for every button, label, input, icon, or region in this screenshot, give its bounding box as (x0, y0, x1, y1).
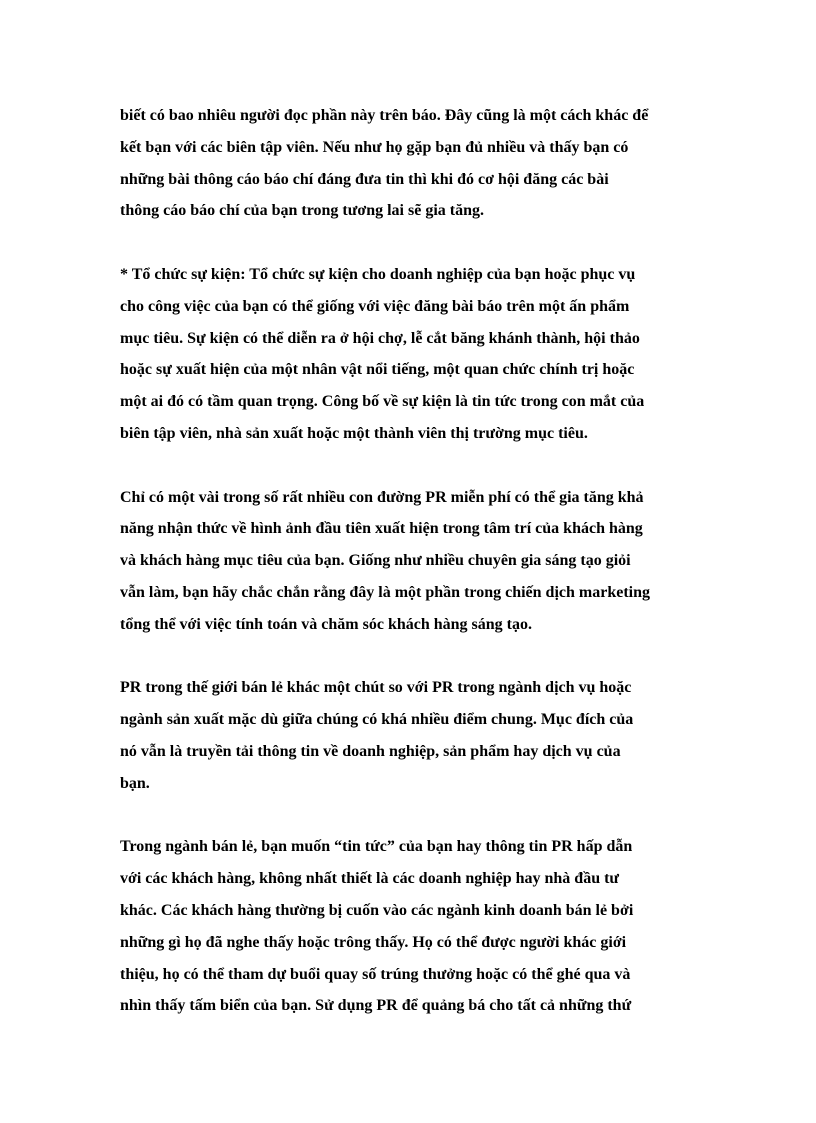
text-line: vẫn làm, bạn hãy chắc chắn rằng đây là một phần trong chiến dịch marketing (120, 583, 650, 601)
text-line: cho công việc của bạn có thể giống với việc đăng bài báo trên một ấn phẩm (120, 297, 630, 315)
text-line: với các khách hàng, không nhất thiết là các doanh nghiệp hay nhà đầu tư (120, 870, 620, 888)
text-line: nó vẫn là truyền tải thông tin về doanh nghiệp, sản phẩm hay dịch vụ của (120, 742, 621, 760)
text-line: và khách hàng mục tiêu của bạn. Giống như nhiều chuyên gia sáng tạo giỏi (120, 552, 631, 570)
text-line: bạn. (120, 774, 150, 792)
text-line: Chỉ có một vài trong số rất nhiều con đường PR miễn phí có thể gia tăng khả (120, 488, 644, 506)
text-line: khác. Các khách hàng thường bị cuốn vào các ngành kinh doanh bán lẻ bởi (120, 901, 634, 919)
text-line: Trong ngành bán lẻ, bạn muốn “tin tức” của bạn hay thông tin PR hấp dẫn (120, 838, 633, 856)
paragraph-4 (120, 672, 700, 799)
text-line: biết có bao nhiêu người đọc phần này trên báo. Đây cũng là một cách khác để (120, 107, 649, 124)
text-line: biên tập viên, nhà sản xuất hoặc một thành viên thị trường mục tiêu. (120, 424, 588, 442)
text-line: * Tổ chức sự kiện: Tổ chức sự kiện cho doanh nghiệp của bạn hoặc phục vụ (120, 265, 636, 283)
text-line: mục tiêu. Sự kiện có thể diễn ra ở hội chợ, lễ cắt băng khánh thành, hội thảo (120, 329, 640, 347)
text-line: tổng thể với việc tính toán và chăm sóc khách hàng sáng tạo. (120, 615, 533, 633)
text-line: kết bạn với các biên tập viên. Nếu như họ gặp bạn đủ nhiều và thấy bạn có (120, 138, 629, 156)
text-line: ngành sản xuất mặc dù giữa chúng có khá nhiều điểm chung. Mục đích của (120, 711, 634, 729)
text-line: thông cáo báo chí của bạn trong tương lai sẽ gia tăng. (120, 202, 484, 220)
paragraph-3 (120, 482, 700, 641)
text-line: một ai đó có tầm quan trọng. Công bố về sự kiện là tin tức trong con mắt của (120, 393, 645, 411)
text-line: những bài thông cáo báo chí đáng đưa tin thì khi đó cơ hội đăng các bài (120, 170, 609, 188)
paragraph-1 (120, 100, 700, 227)
text-line: thiệu, họ có thể tham dự buổi quay số trúng thưởng hoặc có thể ghé qua và (120, 965, 631, 983)
text-line: hoặc sự xuất hiện của một nhân vật nổi tiếng, một quan chức chính trị hoặc (120, 361, 635, 379)
paragraph-5 (120, 831, 700, 1022)
paragraph-2 (120, 259, 700, 450)
text-line: PR trong thế giới bán lẻ khác một chút so với PR trong ngành dịch vụ hoặc (120, 679, 632, 697)
text-line: nhìn thấy tấm biển của bạn. Sử dụng PR để quảng bá cho tất cả những thứ (120, 997, 632, 1015)
document-page (120, 100, 700, 1054)
text-line: năng nhận thức về hình ảnh đầu tiên xuất hiện trong tâm trí của khách hàng (120, 520, 643, 538)
text-line: những gì họ đã nghe thấy hoặc trông thấy. Họ có thể được người khác giới (120, 933, 627, 951)
